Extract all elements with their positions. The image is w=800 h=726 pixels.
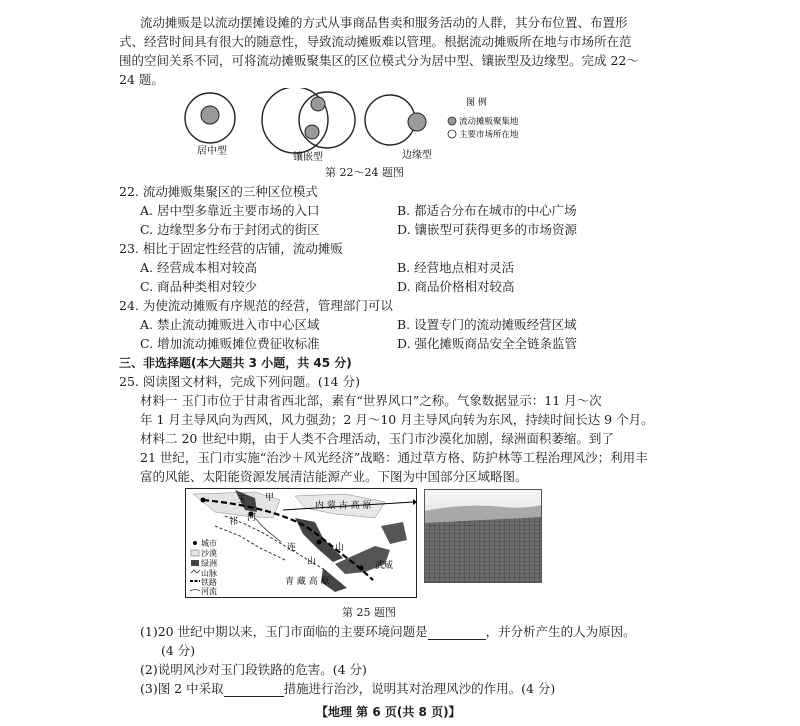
- q23-option-c: C. 商品种类相对较少: [140, 279, 258, 294]
- svg-text:河流: 河流: [201, 587, 217, 596]
- place-label: 河: [247, 513, 257, 523]
- q22-option-c: C. 边缘型多分布于封闭式的街区: [140, 222, 320, 237]
- fig1-caption: 第 22～24 题图: [325, 166, 404, 179]
- material1-line-1: 材料一 玉门市位于甘肃省西北部，素有“世界风口”之称。气象数据显示：11 月～次: [140, 393, 602, 408]
- subquestion-1-text-a: (1)20 世纪中期以来，玉门市面临的主要环境问题是: [140, 624, 428, 639]
- legend-market-label: 主要市场所在地: [459, 130, 519, 140]
- subquestion-3-text-a: (3)图 2 中采取: [140, 681, 224, 696]
- subquestion-1: [140, 624, 636, 640]
- subquestion-1-text-b: ，并分析产生的人为原因。: [485, 624, 636, 639]
- market-circle: [299, 92, 355, 148]
- page-footer: 【地理 第 6 页(共 8 页)】: [316, 705, 461, 719]
- q22-option-a: A. 居中型多靠近主要市场的入口: [140, 203, 320, 218]
- place-label: 玉: [237, 495, 247, 505]
- svg-text:绿洲: 绿洲: [201, 559, 217, 568]
- q24-option-c: C. 增加流动摊贩摊位费征收标准: [140, 336, 320, 351]
- subquestion-3: [140, 681, 555, 697]
- plateau-label-north: 内 蒙 古 高 原: [315, 501, 372, 511]
- q22-option-d: D. 镶嵌型可获得更多的市场资源: [397, 222, 578, 237]
- subquestion-1-points: (4 分): [161, 643, 196, 658]
- place-label: 武威: [375, 561, 394, 571]
- q25-stem: 25. 阅读图文材料，完成下列问题。(14 分): [119, 374, 360, 389]
- q23-option-b: B. 经营地点相对灵活: [397, 260, 515, 275]
- q24-option-b: B. 设置专门的流动摊贩经营区域: [397, 317, 577, 332]
- intro-line-3: 围的空间关系不同，可将流动摊贩聚集区的区位模式分为居中型、镶嵌型及边缘型。完成 22～: [119, 53, 639, 68]
- grass-grid-photo: [424, 489, 542, 583]
- q24-option-d: D. 强化摊贩商品安全全链条监管: [397, 336, 578, 351]
- vendor-circle: [408, 113, 426, 131]
- city-dot: [317, 540, 322, 545]
- subquestion-2: (2)说明风沙对玉门段铁路的危害。(4 分): [140, 662, 367, 677]
- label-mosaic: 镶嵌型: [293, 152, 323, 163]
- city-dot: [201, 498, 206, 503]
- fig25-caption: 第 25 题图: [342, 606, 396, 619]
- q24-stem: 24. 为使流动摊贩有序规范的经营，管理部门可以: [119, 298, 393, 313]
- place-label: 祁: [229, 517, 239, 527]
- svg-text:铁路: 铁路: [201, 578, 217, 587]
- region-map: [185, 488, 417, 598]
- material2-line-3: 富的风能、太阳能资源发展清洁能源产业。下图为中国部分区域略图。: [140, 469, 528, 484]
- intro-line-4: 24 题。: [119, 72, 164, 87]
- svg-text:山脉: 山脉: [201, 569, 217, 578]
- subquestion-3-text-b: 措施进行治沙，说明其对治理风沙的作用。(4 分): [283, 681, 556, 696]
- svg-text:城市: 城市: [201, 539, 217, 548]
- q22-option-b: B. 都适合分布在城市的中心广场: [397, 203, 577, 218]
- legend-market-icon: [448, 130, 456, 138]
- material1-line-2: 年 1 月主导风向为西风，风力强劲；2 月～10 月主导风向转为东风，持续时间长达 9 个月。: [140, 412, 654, 427]
- place-label: 山: [307, 557, 317, 567]
- place-label: 甲: [265, 493, 275, 503]
- answer-blank-3[interactable]: [224, 683, 284, 697]
- q23-option-a: A. 经营成本相对较高: [140, 260, 257, 275]
- material2-line-1: 材料二 20 世纪中期，由于人类不合理活动，玉门市沙漠化加剧，绿洲面积萎缩。到了: [140, 431, 614, 446]
- city-dot: [359, 566, 364, 571]
- place-label: 山: [335, 543, 345, 553]
- svg-text:沙漠: 沙漠: [201, 549, 217, 558]
- market-circle: [365, 95, 415, 145]
- legend-title: 图 例: [466, 98, 487, 108]
- section-heading: 三、非选择题(本大题共 3 小题，共 45 分): [119, 356, 352, 370]
- legend-vendor-icon: [448, 117, 456, 125]
- q23-option-d: D. 商品价格相对较高: [397, 279, 515, 294]
- vendor-circle: [305, 125, 319, 139]
- legend-vendor-label: 流动摊贩聚集地: [459, 117, 519, 127]
- q23-stem: 23. 相比于固定性经营的店铺，流动摊贩: [119, 241, 343, 256]
- q22-stem: 22. 流动摊贩集聚区的三种区位模式: [119, 184, 318, 199]
- vendor-circle: [311, 97, 325, 111]
- intro-line-2: 式、经营时间具有很大的随意性，导致流动摊贩难以管理。根据流动摊贩所在地与市场所在范: [119, 34, 632, 49]
- material2-line-2: 21 世纪，玉门市实施“治沙＋风光经济”战略：通过草方格、防护林等工程治理风沙；利用丰: [140, 450, 648, 465]
- vendor-circle: [201, 106, 219, 124]
- plateau-label-south: 青 藏 高 原: [285, 577, 330, 587]
- label-edge: 边缘型: [402, 150, 432, 161]
- answer-blank-1[interactable]: [428, 626, 486, 640]
- intro-line-1: 流动摊贩是以流动摆摊设摊的方式从事商品售卖和服务活动的人群，其分布位置、布置形: [140, 15, 628, 30]
- place-label: 连: [287, 543, 297, 553]
- label-centered: 居中型: [197, 146, 227, 157]
- q24-option-a: A. 禁止流动摊贩进入市中心区域: [140, 317, 320, 332]
